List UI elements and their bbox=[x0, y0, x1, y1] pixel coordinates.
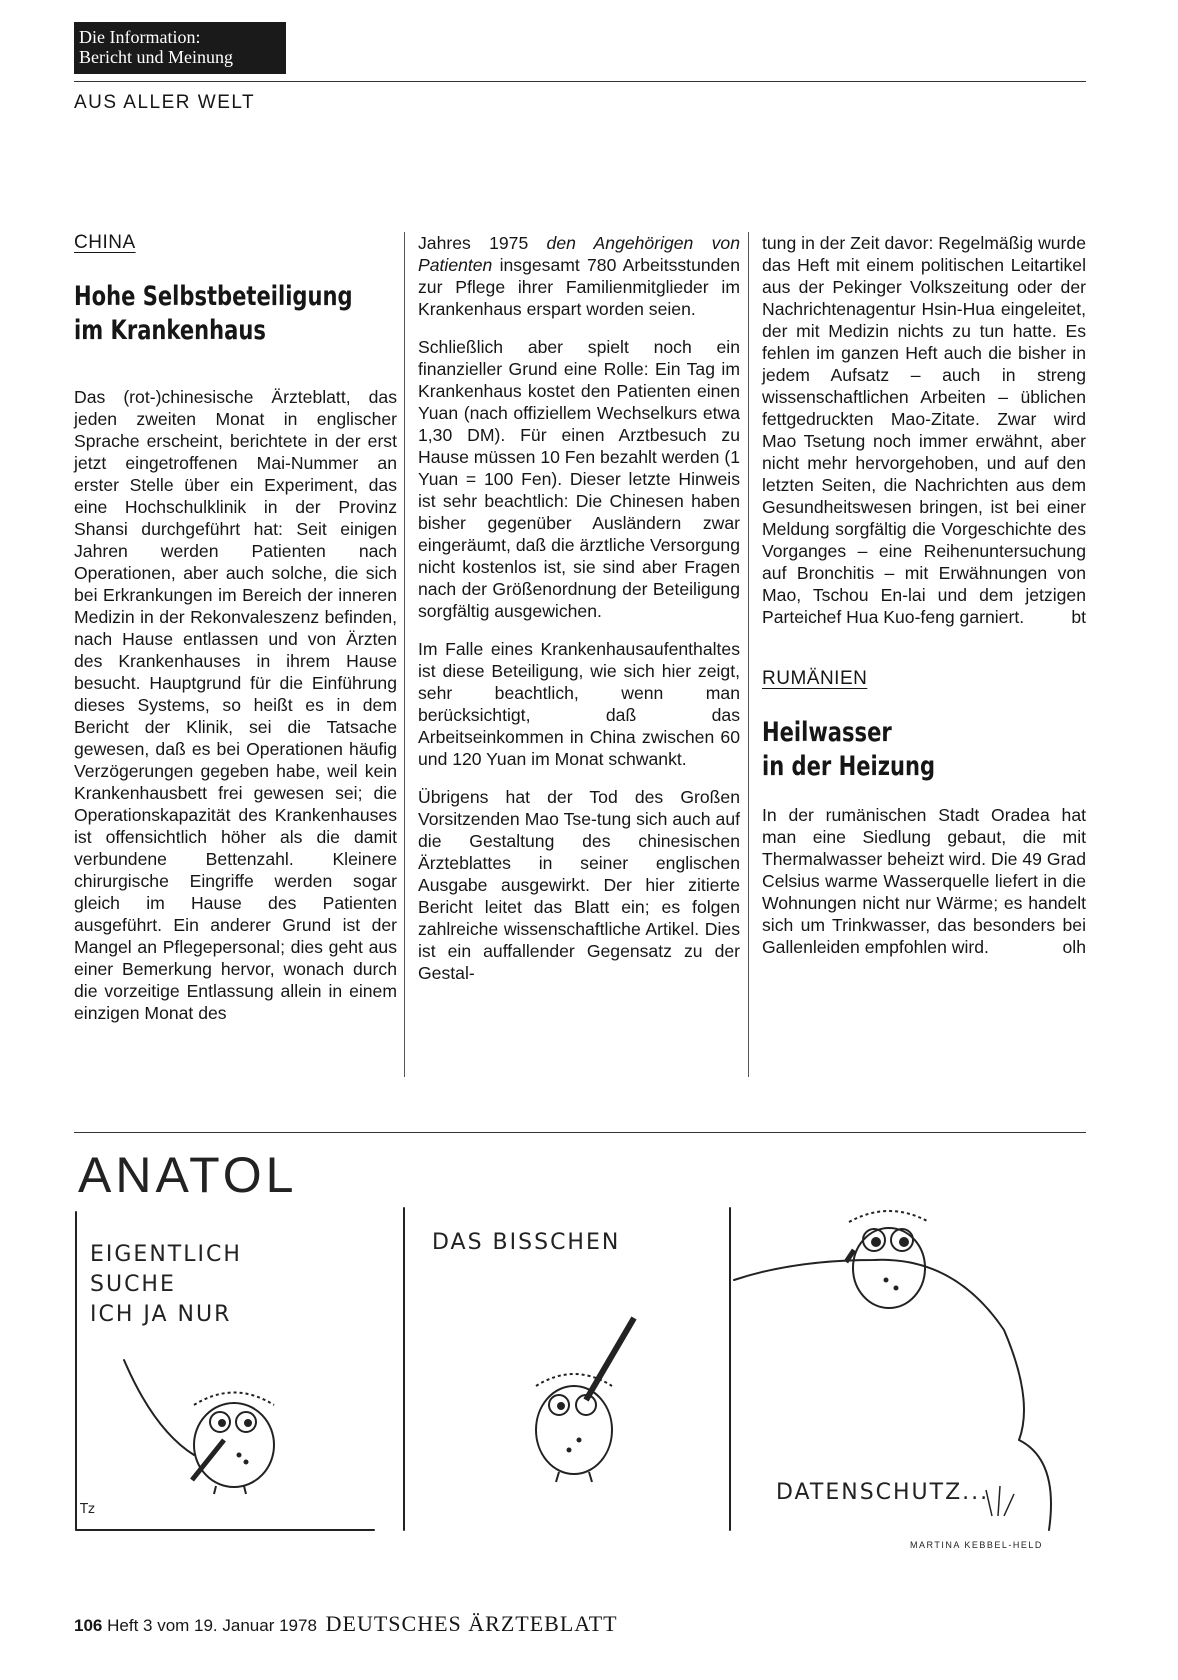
article-paragraph: Übrigens hat der Tod des Großen Vorsitzenden Mao Tse-tung sich auch auf die Gestaltung des chinesischen Ärzteblattes in seiner englischen Ausgabe ausgewirkt. Der hier zitierte Bericht leitet das Blatt ein; es folgen zahlreiche wissenschaftliche Artikel. Dies ist ein auffallender Gegensatz zu der Gestal- bbox=[418, 787, 740, 983]
column-2 bbox=[418, 232, 740, 1000]
badge-line-2: Bericht und Meinung bbox=[79, 47, 233, 67]
author-signature: bt bbox=[1071, 607, 1086, 627]
comic-panel-2-text: DAS BISSCHEN bbox=[432, 1230, 621, 1255]
headline-line-1: Heilwasser bbox=[762, 717, 892, 748]
speech-line: ICH JA NUR bbox=[90, 1302, 232, 1327]
headline-rumaenien bbox=[762, 716, 1015, 784]
kicker-rumaenien: RUMÄNIEN bbox=[762, 668, 868, 689]
column-divider bbox=[748, 232, 749, 1077]
comic-credit: MARTINA KEBBEL-HELD bbox=[910, 1540, 1043, 1550]
article-paragraph: Das (rot-)chinesische Ärzteblatt, das jeden zweiten Monat in englischer Sprache erscheint, berichtete in der erst jetzt eingetroffenen Mai-Nummer an erster Stelle über ein Experiment, das eine Hochschulklinik in der Provinz Shansi durchgeführt hat: Seit einigen Jahren werden Patienten nach Operationen, aber auch solche, die sich bei Erkrankungen im Bereich der inneren Medizin in der Rekonvaleszenz befinden, nach Hause entlassen und von Ärzten des Krankenhauses in ihrem Hause besucht. Hauptgrund für die Einführung dieses Systems, so heißt es in dem Bericht der Klinik, sei die Tatsache gewesen, daß es bei Operationen häufig Verzögerungen gegeben habe, weil kein Krankenhausbett frei gewesen sei; die Operationskapazität des Krankenhauses ist offensichtlich höher als die damit verbundene Bettenzahl. Kleinere chirurgische Eingriffe werden sogar gleich im Hause des Patienten ausgeführt. Ein anderer Grund ist der Mangel an Pflegepersonal; dies geht aus einer Bemerkung hervor, wonach durch die vorzeitige Entlassung allein in einem einzigen Monat des bbox=[74, 387, 397, 1023]
badge-line-1: Die Information: bbox=[79, 27, 201, 47]
owl-panel-1 bbox=[192, 1393, 274, 1495]
headline-line-2: in der Heizung bbox=[762, 751, 936, 782]
motion-line bbox=[124, 1360, 194, 1455]
column-divider bbox=[404, 232, 405, 1077]
comic-panel-1-signature: Tz bbox=[80, 1502, 95, 1517]
headline-line-2: im Krankenhaus bbox=[74, 315, 266, 346]
grass-tuft bbox=[986, 1486, 1014, 1516]
text-run: Jahres 1975 bbox=[418, 233, 547, 253]
column-1 bbox=[74, 232, 397, 1040]
section-badge bbox=[74, 22, 286, 74]
top-rule bbox=[74, 81, 1086, 82]
text-run: tung in der Zeit davor: Regelmäßig wurde das Heft mit einem politischen Leitartikel aus der Pekinger Volkszeitung oder der Nachrichtenagentur Hsin-Hua eingeleitet, der mit Medizin nichts zu tun hatte. Es fehlen im ganzen Heft auch die bisher in jedem Aufsatz – auch in streng wissenschaftlichen Arbeiten – üblichen fettgedruckten Mao-Zitate. Zwar wird Mao Tsetung noch immer erwähnt, aber nicht mehr hervorgehoben, und auf den letzten Seiten, die Nachrichten aus dem Gesundheitswesen bringen, ist bei einer Meldung sorgfältig die Vorgeschichte des Vorganges – eine Reihenuntersuchung auf Bronchitis – mit Erwähnungen von Mao, Tschou En-lai und dem jetzigen Parteichef Hua Kuo-feng garniert. bbox=[762, 233, 1086, 627]
article-paragraph: Im Falle eines Krankenhausaufenthaltes ist diese Beteiligung, wie sich hier zeigt, sehr beachtlich, wenn man berücksichtigt, daß das Arbeitseinkommen in China zwischen 60 und 120 Yuan im Monat schwankt. bbox=[418, 639, 740, 769]
section-label: AUS ALLER WELT bbox=[74, 92, 256, 113]
page-footer bbox=[74, 1611, 618, 1637]
text-run: insgesamt 780 Arbeitsstunden zur Pflege ihrer Familienmitglieder im Krankenhaus erspart worden seien. bbox=[418, 255, 740, 319]
text-run: In der rumänischen Stadt Oradea hat man eine Siedlung gebaut, die mit Thermalwasser beheizt wird. Die 49 Grad Celsius warme Wasserquelle liefert in die Wohnungen nicht nur Wärme; es handelt sich um Trinkwasser, das besonders bei Gallenleiden empfohlen wird. bbox=[762, 805, 1086, 957]
owl-panel-2 bbox=[536, 1318, 634, 1482]
speech-line: SUCHE bbox=[90, 1272, 176, 1297]
headline-china bbox=[74, 280, 353, 348]
comic-panel-1-text bbox=[90, 1240, 242, 1330]
comic-title: ANATOL bbox=[78, 1147, 298, 1203]
author-signature: olh bbox=[1062, 937, 1086, 957]
issue-info: Heft 3 vom 19. Januar 1978 bbox=[107, 1616, 317, 1635]
headline-line-1: Hohe Selbstbeteiligung bbox=[74, 281, 353, 312]
column-3 bbox=[762, 232, 1086, 974]
article-paragraph bbox=[762, 232, 1086, 628]
article-paragraph bbox=[418, 232, 740, 320]
comic-rule bbox=[74, 1132, 1086, 1133]
speech-line: EIGENTLICH bbox=[90, 1242, 242, 1267]
article-paragraph bbox=[762, 804, 1086, 958]
kicker-china: CHINA bbox=[74, 232, 136, 253]
page-number: 106 bbox=[74, 1616, 103, 1635]
comic-panel-3-text: DATENSCHUTZ... bbox=[776, 1480, 990, 1505]
article-paragraph: Schließlich aber spielt noch ein finanzieller Grund eine Rolle: Ein Tag im Krankenhaus kostet den Patienten einen Yuan (nach offiziellem Wechselkurs etwa 1,30 DM). Für einen Arztbesuch zu Hause müssen 10 Fen bezahlt werden (1 Yuan = 100 Fen). Dieser letzte Hinweis ist sehr beachtlich: Die Chinesen haben bisher gegenüber Ausländern zwar eingeräumt, daß die ärztliche Versorgung nicht kostenlos ist, sie sind aber Fragen nach der Größenordnung der Beteiligung sorgfältig ausgewichen. bbox=[418, 337, 740, 621]
journal-name: DEUTSCHES ÄRZTEBLATT bbox=[325, 1611, 618, 1636]
emphasis-text: den Angehörigen von Patienten bbox=[418, 233, 740, 275]
